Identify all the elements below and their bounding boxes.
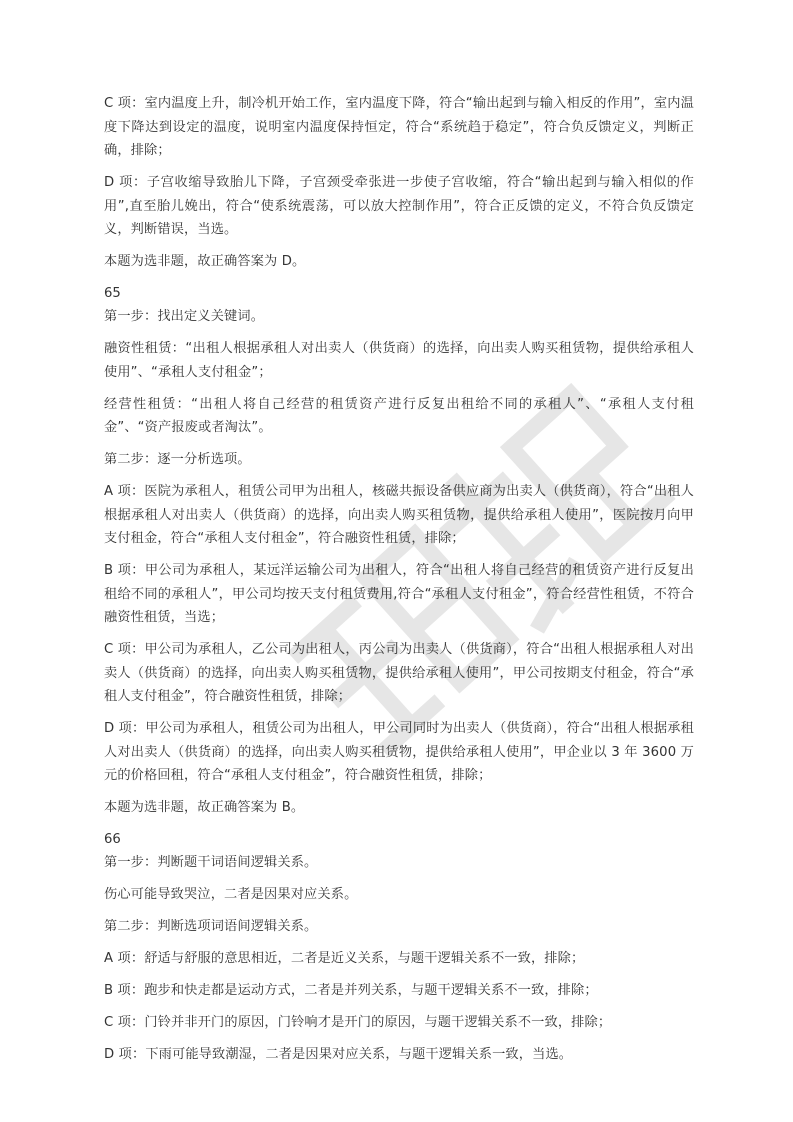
q66-step1: 第一步：判断题干词语间逻辑关系。 [104,855,318,870]
q65-definition-financial-lease: 融资性租赁：“出租人根据承租人对出卖人（供货商）的选择，向出卖人购买租赁物，提供给承租人使用”、“承租人支付租金”； [104,341,694,380]
q66-option-b: B 项：跑步和快走都是运动方式，二者是并列关系，与题干逻辑关系不一致，排除； [104,983,598,998]
q66-stem-analysis: 伤心可能导致哭泣，二者是因果对应关系。 [104,887,358,902]
q65-step1: 第一步：找出定义关键词。 [104,309,265,324]
q66-option-c: C 项：门铃并非开门的原因，门铃响才是开门的原因，与题干逻辑关系不一致，排除； [104,1015,612,1030]
q66-step2: 第二步：判断选项词语间逻辑关系。 [104,919,318,934]
q65-option-d: D 项：甲公司为承租人，租赁公司为出租人，甲公司同时为出卖人（供货商），符合“出租人根据承租人对出卖人（供货商）的选择，向出卖人购买租赁物，提供给承租人使用”，甲企业以 3 年 3600 万元的价格回租，符合“承租人支付租金”，符合融资性租赁，排除； [104,721,694,783]
q65-conclusion: 本题为选非题，故正确答案为 B。 [104,800,305,815]
q66-option-d: D 项：下雨可能导致潮湿，二者是因果对应关系，与题干逻辑关系一致，当选。 [104,1047,573,1062]
q65-option-b: B 项：甲公司为承租人，某远洋运输公司为出租人，符合“出租人将自己经营的租赁资产进行反复出租给不同的承租人”，甲公司均按天支付租赁费用,符合“承租人支付租金”，符合经营性租赁，不符合融资性租赁，当选； [104,563,694,625]
question-number-66: 66 [104,831,121,847]
q64-option-d: D 项：子宫收缩导致胎儿下降，子宫颈受牵张进一步使子宫收缩，符合“输出起到与输入相似的作用”,直至胎儿娩出，符合“使系统震荡，可以放大控制作用”，符合正反馈的定义，不符合负反馈定义，判断错误，当选。 [104,175,694,237]
q65-option-a: A 项：医院为承租人，租赁公司甲为出租人，核磁共振设备供应商为出卖人（供货商），符合“出租人根据承租人对出卖人（供货商）的选择，向出卖人购买租赁物，提供给承租人使用”，医院按月向甲支付租金，符合“承租人支付租金”，符合融资性租赁，排除； [104,484,694,546]
q64-option-c: C 项：室内温度上升，制冷机开始工作，室内温度下降，符合“输出起到与输入相反的作用”，室内温度下降达到设定的温度，说明室内温度保持恒定，符合“系统趋于稳定”，符合负反馈定义，判断正确，排除； [104,96,694,158]
question-number-65: 65 [104,285,121,301]
q64-conclusion: 本题为选非题，故正确答案为 D。 [104,254,306,269]
document-body [104,92,694,1067]
q65-option-c: C 项：甲公司为承租人，乙公司为出租人，丙公司为出卖人（供货商），符合“出租人根据承租人对出卖人（供货商）的选择，向出卖人购买租赁物，提供给承租人使用”，甲公司按期支付租金，符合“承租人支付租金”，符合融资性租赁，排除； [104,642,694,704]
q65-step2: 第二步：逐一分析选项。 [104,452,251,467]
q65-definition-operating-lease: 经营性租赁：“出租人将自己经营的租赁资产进行反复出租给不同的承租人”、“承租人支付租金”、“资产报废或者淘汰”。 [104,396,694,435]
q66-option-a: A 项：舒适与舒服的意思相近，二者是近义关系，与题干逻辑关系不一致，排除； [104,951,585,966]
